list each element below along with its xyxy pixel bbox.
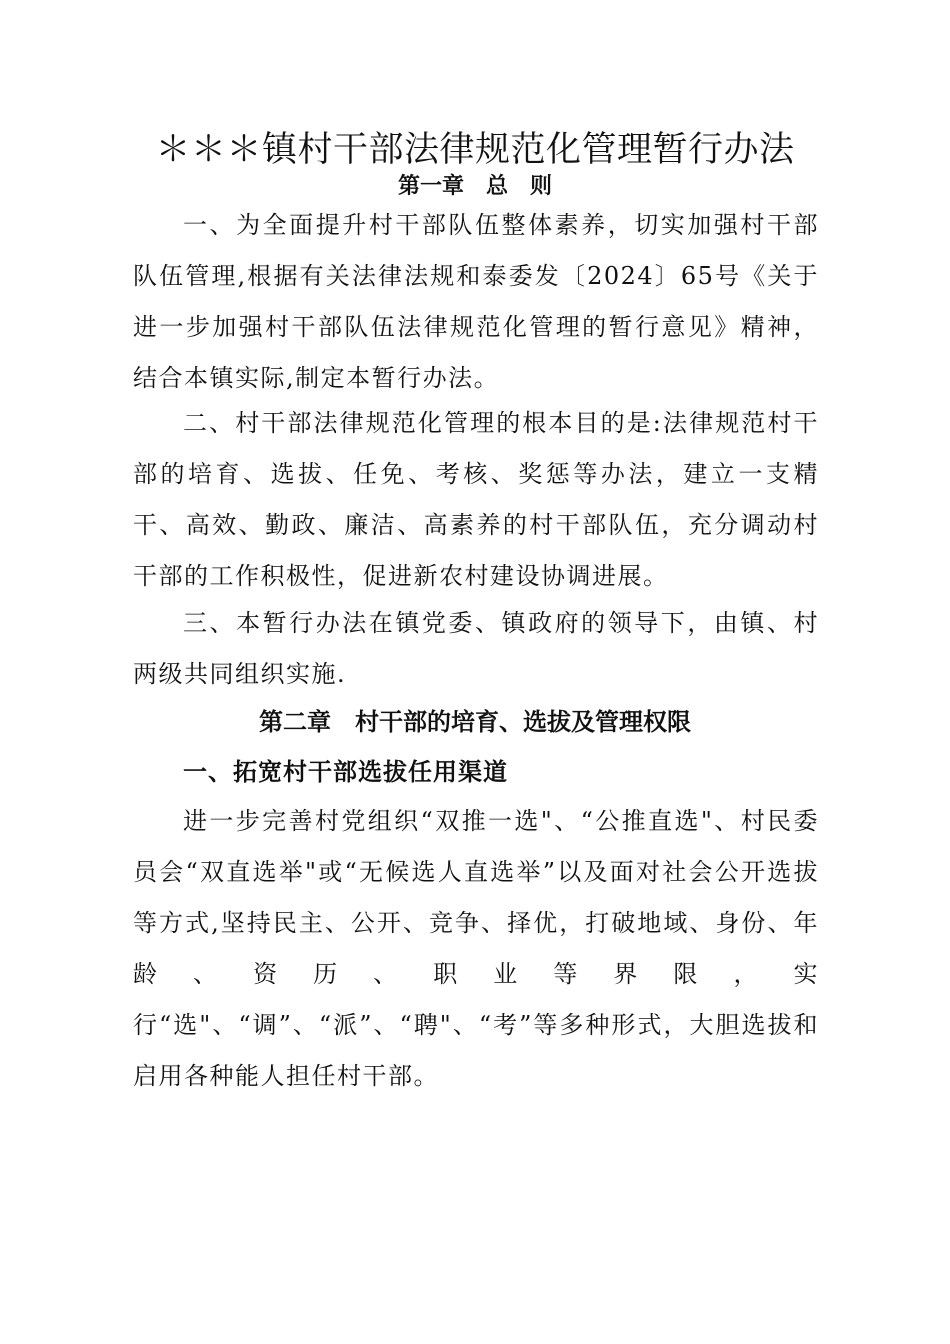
section-1-heading: 一、拓宽村干部选拔任用渠道 (183, 758, 508, 786)
chapter-1-paragraph-1: 一、为全面提升村干部队伍整体素养，切实加强村干部队伍管理,根据有关法律法规和泰委发〔2024〕65号《关于进一步加强村干部队伍法律规范化管理的暂行意见》精神，结合本镇实际,制定本暂行办法。 (133, 211, 819, 392)
document-title: ＊＊＊镇村干部法律规范化管理暂行办法 (155, 130, 795, 170)
chapter-2-heading: 第二章 村干部的培育、选拔及管理权限 (259, 708, 691, 736)
chapter-1-heading: 第一章 总 则 (397, 174, 552, 199)
chapter-1-paragraph-2: 二、村干部法律规范化管理的根本目的是:法律规范村干部的培育、选拔、任免、考核、奖惩等办法，建立一支精干、高效、勤政、廉洁、高素养的村干部队伍，充分调动村干部的工作积极性，促进新农村建设协调进展。 (133, 409, 819, 590)
chapter-1-paragraph-3: 三、本暂行办法在镇党委、镇政府的领导下，由镇、村两级共同组织实施. (133, 609, 819, 688)
section-1-paragraph: 进一步完善村党组织“双推一选"、“公推直选"、村民委员会“双直选举"或“无候选人直选举”以及面对社会公开选拔等方式,坚持民主、公开、竞争、择优，打破地域、身份、年龄、资历、职业等界限，实行“选"、“调”、“派”、“聘"、“考”等多种形式，大胆选拔和启用各种能人担任村干部。 (133, 807, 819, 1090)
